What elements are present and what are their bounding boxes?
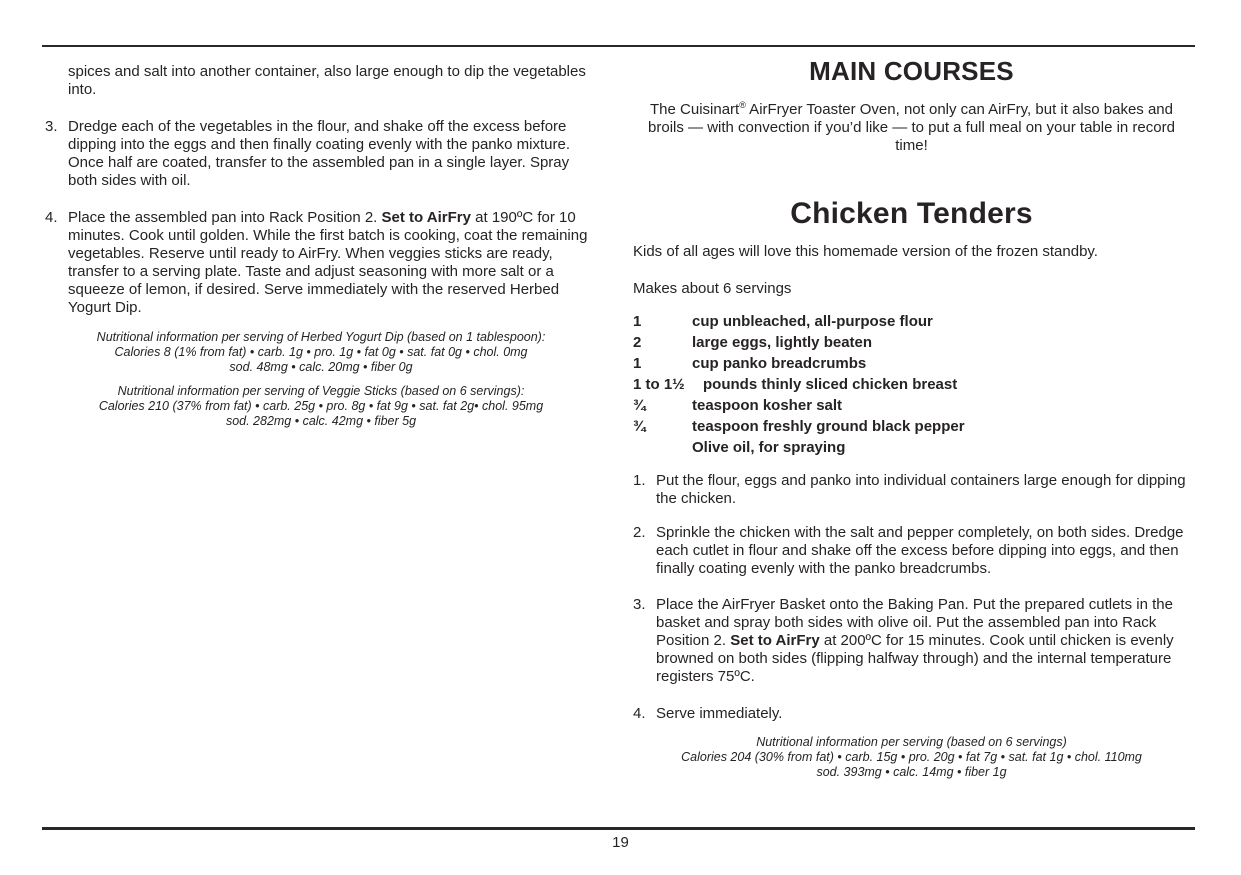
ingredient-name: cup panko breadcrumbs <box>692 355 867 372</box>
step-text <box>68 118 590 190</box>
nutrition-note-chicken-tenders <box>633 735 1190 780</box>
ingredient-name: Olive oil, for spraying <box>692 439 846 456</box>
step-text <box>656 524 1186 578</box>
step-number: 4. <box>633 705 646 722</box>
nutrition-line: Calories 204 (30% from fat) • carb. 15g • pro. 20g • fat 7g • sat. fat 1g • chol. 110mg <box>681 750 1142 764</box>
nutrition-line: Nutritional information per serving of Veggie Sticks (based on 6 servings): <box>117 384 525 398</box>
step-item-4 <box>633 705 1190 723</box>
step-number: 2. <box>633 524 646 541</box>
top-rule <box>42 45 1195 47</box>
step-number: 3. <box>633 596 646 613</box>
ingredient-amount: ¾ <box>633 397 646 414</box>
step-text-part: Put the flour, eggs and panko into individual containers large enough for dipping the chicken. <box>656 472 1186 507</box>
step-text <box>656 596 1186 686</box>
ingredient-name: teaspoon kosher salt <box>692 397 843 414</box>
ingredient-amount: 1 <box>633 313 642 330</box>
recipe-description: Kids of all ages will love this homemade version of the frozen standby. <box>633 243 1098 260</box>
step-text-part: at 190ºC for 10 minutes. Cook until golden. While the first batch is cooking, coat the remaining vegetables. Reserve until ready to AirFry. When veggies sticks are ready, transfer to a serving plate. Taste and adjust seasoning with more salt or a squeeze of lemon, if desired. Serve immediately with the reserved Herbed Yogurt Dip. <box>68 209 588 316</box>
ingredient-name: large eggs, lightly beaten <box>692 334 873 351</box>
step-text-part: Place the assembled pan into Rack Position 2. <box>68 209 382 226</box>
ingredient-amount: ¾ <box>633 418 646 435</box>
ingredient-amount <box>633 437 692 458</box>
intro-text-part: AirFryer Toaster Oven, not only can AirFry, but it also bakes and broils — with convection if you’d like — to put a full meal on your table in record time! <box>648 101 1175 154</box>
ingredient-row <box>633 395 1190 416</box>
step-number: 3. <box>45 118 58 135</box>
step-item-2 <box>633 524 1190 578</box>
nutrition-line: Calories 8 (1% from fat) • carb. 1g • pro. 1g • fat 0g • sat. fat 0g • chol. 0mg <box>114 345 528 359</box>
nutrition-line: sod. 282mg • calc. 42mg • fiber 5g <box>225 414 417 428</box>
step-item-1 <box>633 472 1190 508</box>
recipe-title: Chicken Tenders <box>790 197 1033 230</box>
ingredient-name: pounds thinly sliced chicken breast <box>703 376 958 393</box>
ingredient-row <box>633 332 1190 353</box>
right-column <box>633 58 1190 780</box>
ingredient-amount: 1 to 1½ <box>633 376 685 393</box>
ingredient-row <box>633 353 1190 374</box>
continuation-paragraph: spices and salt into another container, also large enough to dip the vegetables into. <box>68 63 586 98</box>
registered-trademark-symbol: ® <box>739 100 746 110</box>
nutrition-line: Nutritional information per serving of Herbed Yogurt Dip (based on 1 tablespoon): <box>96 330 546 344</box>
ingredient-name: cup unbleached, all-purpose flour <box>692 313 933 330</box>
step-number: 1. <box>633 472 646 489</box>
step-item-3 <box>633 596 1190 686</box>
ingredient-row <box>633 437 1190 458</box>
ingredient-amount: 2 <box>633 334 642 351</box>
nutrition-note-veggie-sticks <box>45 384 597 429</box>
nutrition-note-herbed-yogurt-dip <box>45 330 597 375</box>
ingredient-name: teaspoon freshly ground black pepper <box>692 418 965 435</box>
step-item-4 <box>45 209 597 317</box>
left-column <box>45 63 597 429</box>
step-text-part: Sprinkle the chicken with the salt and pepper completely, on both sides. Dredge each cutlet in flour and shake off the excess before dipping into eggs, and then finally coating evenly with the panko breadcrumbs. <box>656 524 1184 577</box>
ingredient-row <box>633 416 1190 437</box>
step-text <box>656 472 1186 508</box>
servings-note: Makes about 6 servings <box>633 280 792 297</box>
step-text-part: at 200ºC for 15 minutes. Cook until chicken is evenly browned on both sides (flipping halfway through) and the internal temperature registers 75ºC. <box>656 632 1174 685</box>
ingredient-list <box>633 311 1190 458</box>
step-text <box>68 209 590 317</box>
step-text-part: Serve immediately. <box>656 705 783 722</box>
step-item-3 <box>45 118 597 190</box>
step-text-bold: Set to AirFry <box>730 632 820 649</box>
nutrition-line: sod. 393mg • calc. 14mg • fiber 1g <box>816 765 1007 779</box>
nutrition-line: sod. 48mg • calc. 20mg • fiber 0g <box>229 360 413 374</box>
ingredient-row <box>633 311 1190 332</box>
page-number: 19 <box>612 834 629 851</box>
ingredient-amount: 1 <box>633 355 642 372</box>
bottom-rule <box>42 827 1195 830</box>
ingredient-row <box>633 374 1190 395</box>
step-text <box>656 705 1186 723</box>
step-text-bold: Set to AirFry <box>381 209 471 226</box>
intro-text-part: The Cuisinart <box>650 101 740 118</box>
intro-paragraph <box>633 101 1190 155</box>
step-text-part: Place the AirFryer Basket onto the Baking Pan. Put the prepared cutlets in the basket and spray both sides with olive oil. Put the assembled pan into Rack Position 2. <box>656 596 1173 649</box>
step-text-part: Dredge each of the vegetables in the flour, and shake off the excess before dipping into the eggs and then finally coating evenly with the panko mixture. Once half are coated, transfer to the assembled pan in a single layer. Spray both sides with oil. <box>68 118 570 189</box>
section-title: MAIN COURSES <box>809 56 1014 86</box>
nutrition-line: Calories 210 (37% from fat) • carb. 25g • pro. 8g • fat 9g • sat. fat 2g• chol. 95mg <box>98 399 544 413</box>
step-number: 4. <box>45 209 58 226</box>
nutrition-line: Nutritional information per serving (based on 6 servings) <box>756 735 1067 749</box>
